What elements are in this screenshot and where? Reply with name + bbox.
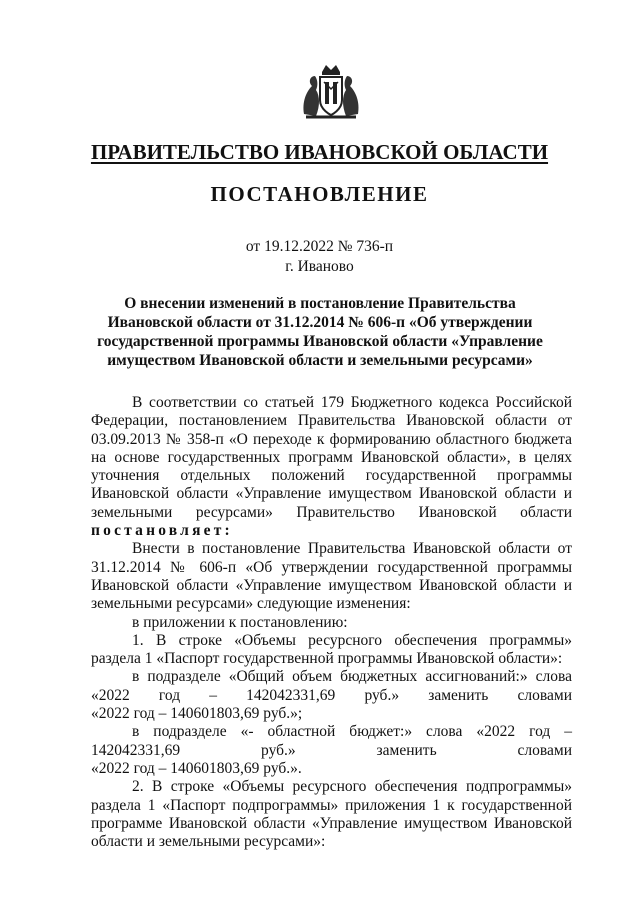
document-body (91, 394, 572, 851)
item-1-subsection-regional: в подразделе «- областной бюджет:» слова «2022 год – 142042331,69 руб.» заменить словами (91, 723, 572, 759)
title-line: Ивановской области от 31.12.2014 № 606-п «Об утверждении (107, 314, 533, 331)
item-1-subsection-total: в подразделе «Общий объем бюджетных ассигнований:» слова «2022 год – 142042331,69 руб.» заменить словами (91, 668, 572, 704)
item-1-replacement-total: «2022 год – 140601803,69 руб.»; (91, 705, 303, 723)
document-city: г. Иваново (285, 258, 354, 275)
document-title (95, 294, 545, 370)
item-1-paragraph: 1. В строке «Объемы ресурсного обеспечения программы» раздела 1 «Паспорт государственной программы Ивановской области»: (91, 631, 572, 668)
appendix-paragraph: в приложении к постановлению: (132, 613, 348, 631)
coat-of-arms-emblem (300, 62, 362, 122)
document-type: ПОСТАНОВЛЕНИЕ (210, 182, 429, 206)
preamble-paragraph: В соответствии со статьей 179 Бюджетного кодекса Российской Федерации, постановлением Правительства Ивановской области от 03.09.2013 № 358-п «О переходе к формированию областного бюджета на основе государственных программ Ивановской области», в целях уточнения отдельных положений государственной программы Ивановской области «Управление имуществом Ивановской области и земельными ресурсами» Правительство Ивановской области постановляет: (91, 394, 572, 540)
title-line: О внесении изменений в постановление Правительства (124, 295, 516, 312)
amendment-paragraph: Внести в постановление Правительства Ивановской области от 31.12.2014 № 606-п «Об утверждении государственной программы Ивановской области «Управление имуществом Ивановской области и земельными ресурсами» следующие изменения: (91, 540, 572, 613)
organization-name: ПРАВИТЕЛЬСТВО ИВАНОВСКОЙ ОБЛАСТИ (90, 140, 549, 164)
document-date-number: от 19.12.2022 № 736-п (245, 238, 394, 255)
item-2-paragraph: 2. В строке «Объемы ресурсного обеспечения подпрограммы» раздела 1 «Паспорт подпрограммы» приложения 1 к государственной программе Ивановской области «Управление имуществом Ивановской области и земельными ресурсами»: (91, 778, 572, 851)
resolution-word: постановляет: (91, 522, 233, 540)
title-line: имуществом Ивановской области и земельными ресурсами» (107, 352, 533, 369)
title-line: государственной программы Ивановской области «Управление (97, 333, 543, 350)
item-1-replacement-regional: «2022 год – 140601803,69 руб.». (91, 759, 302, 777)
